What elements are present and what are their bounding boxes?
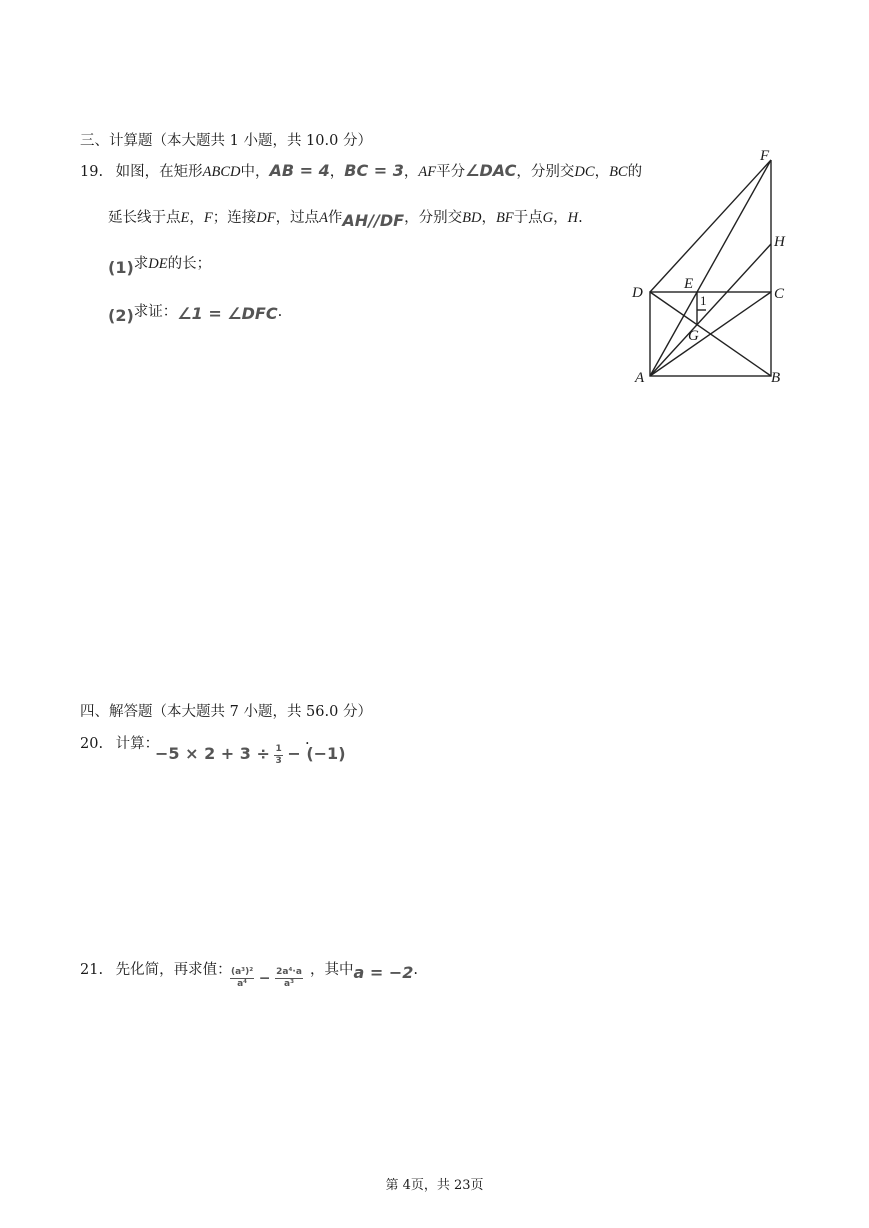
label-d: D	[632, 285, 643, 301]
q19-text: ABCD	[202, 164, 241, 180]
q19-text: 的	[627, 164, 643, 180]
fraction-numerator: (a³)²	[231, 967, 254, 977]
q19-text: AF	[418, 164, 437, 180]
label-angle-1: 1	[700, 293, 707, 308]
q19-text: BF	[495, 210, 514, 226]
q21-minus: −	[258, 970, 271, 987]
label-b: B	[771, 370, 781, 386]
part-number: (1)	[108, 258, 134, 277]
fraction-denominator: a³	[284, 979, 295, 989]
q19-number: 19.	[80, 164, 104, 180]
q19-text: 平分	[436, 164, 466, 180]
q19-text: BC	[609, 164, 628, 180]
q19-text: ，	[553, 210, 568, 226]
q19-math-dac: ∠DAC	[465, 161, 517, 180]
page-footer: 第 4页，共 23页	[385, 1178, 484, 1193]
q20-number: 20.	[80, 736, 104, 752]
q19-math-ab: AB = 4	[269, 161, 330, 180]
q20-dot: .	[305, 732, 310, 748]
q19-line-1	[80, 160, 642, 181]
q21-fraction-1	[230, 968, 254, 989]
label-f: F	[760, 148, 770, 164]
q21-expression	[230, 968, 303, 989]
q20-expr-part: − (−1)	[287, 744, 346, 763]
q20-expr-part: −5 × 2 + 3 ÷	[155, 744, 270, 763]
q19-text: E	[180, 210, 190, 226]
label-a: A	[635, 370, 645, 386]
q19-math-bc: BC = 3	[344, 161, 404, 180]
fraction-denominator: 3	[275, 755, 282, 766]
q19-line-2	[108, 206, 583, 230]
q20-label: 计算：	[115, 736, 160, 752]
q19-text: BD	[462, 210, 482, 226]
q19-text: 求	[133, 256, 149, 272]
section-heading-four: 四、解答题（本大题共 7 小题，共 56.0 分）	[80, 704, 372, 720]
q19-text: 求证：	[133, 304, 178, 320]
q21-condition	[310, 958, 418, 982]
q21-number: 21.	[80, 962, 104, 978]
line-df	[650, 160, 771, 292]
label-e: E	[684, 276, 694, 292]
geometry-figure	[620, 140, 810, 400]
label-c: C	[774, 286, 785, 302]
fraction-numerator: 1	[275, 743, 282, 754]
line-af	[650, 160, 771, 376]
q20-fraction	[274, 745, 282, 766]
q20-line	[80, 732, 159, 753]
q19-part-2	[108, 300, 283, 325]
q19-text: ，过点	[275, 210, 320, 226]
q19-text: ，分别交	[516, 164, 575, 180]
q19-text: A	[319, 210, 328, 226]
part-number: (2)	[108, 306, 134, 325]
fraction-numerator: 2a⁴·a	[276, 967, 302, 977]
q19-part-1	[108, 252, 212, 277]
q19-text: ，	[189, 210, 204, 226]
q19-text: DF	[256, 210, 276, 226]
q21-line	[80, 958, 232, 979]
label-g: G	[688, 328, 699, 344]
q19-text: ，	[594, 164, 610, 180]
q19-text: H	[567, 210, 579, 226]
q19-text: 的长；	[167, 256, 212, 272]
q19-text: G	[542, 210, 554, 226]
q21-fraction-2	[275, 968, 303, 989]
q19-text: .	[578, 210, 583, 226]
q19-text: ，	[481, 210, 496, 226]
q19-text: ；连接	[212, 210, 257, 226]
q19-math-angle: ∠1 = ∠DFC	[177, 304, 278, 323]
q19-text: DC	[574, 164, 595, 180]
q19-text: 延长线于点	[108, 210, 181, 226]
q19-text: F	[203, 210, 213, 226]
q19-text: ，	[329, 164, 345, 180]
q19-math-ahdf: AH//DF	[342, 211, 405, 230]
label-h: H	[774, 234, 785, 250]
q19-text: .	[277, 304, 283, 320]
q19-text: ，	[403, 164, 419, 180]
q21-text: ，其中	[310, 962, 354, 978]
q19-text: 如图，在矩形	[115, 164, 203, 180]
q19-text: 中，	[240, 164, 270, 180]
q19-text: DE	[148, 256, 168, 272]
q20-expression	[155, 744, 346, 766]
q19-text: 于点	[513, 210, 543, 226]
q21-label: 先化简，再求值：	[115, 962, 232, 978]
q21-text: .	[413, 962, 418, 978]
q19-text: 作	[327, 210, 343, 226]
section-heading-three: 三、计算题（本大题共 1 小题，共 10.0 分）	[80, 133, 372, 149]
fraction-denominator: a⁴	[237, 979, 248, 989]
q19-text: ，分别交	[404, 210, 463, 226]
line-ah	[650, 244, 771, 376]
q21-math-a: a = −2	[353, 963, 414, 982]
